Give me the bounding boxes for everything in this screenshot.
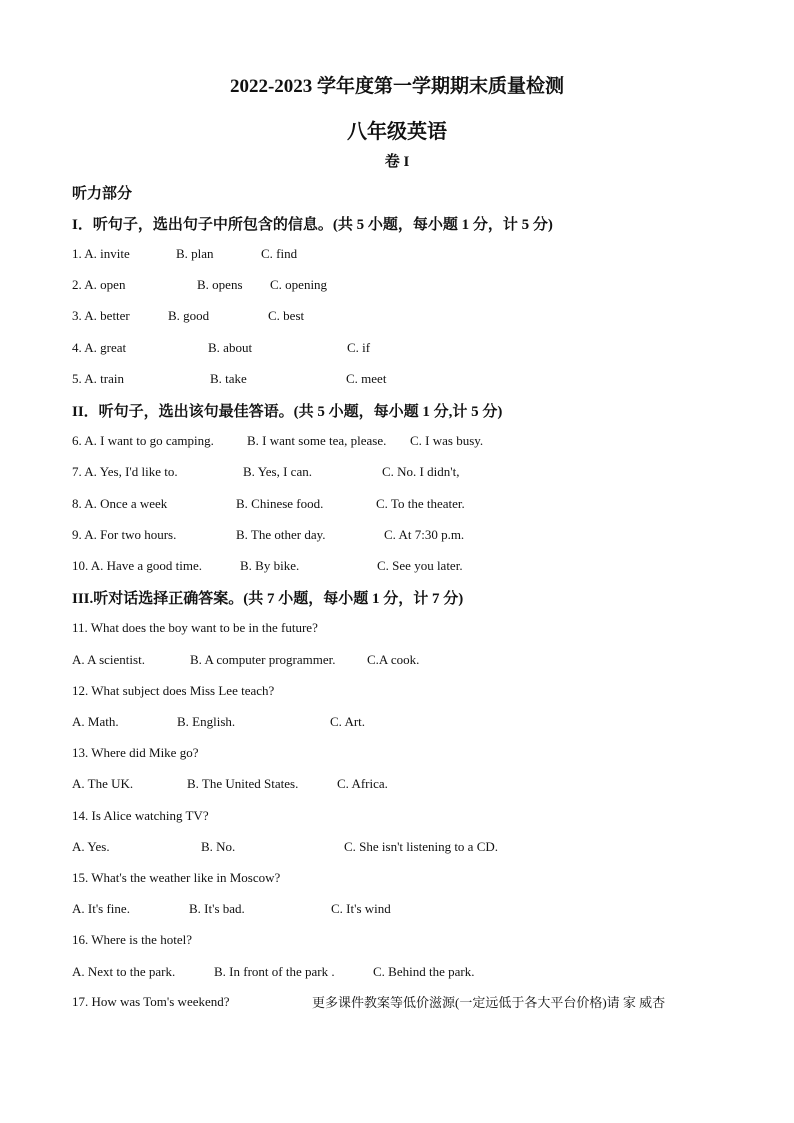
question-text: 13. Where did Mike go? [72, 745, 199, 760]
option-a: 1. A. invite [72, 246, 130, 261]
section-heading: II．听句子，选出该句最佳答语。(共 5 小题，每小题 1 分,计 5 分) [72, 404, 503, 420]
option-a: A. Math. [72, 714, 119, 729]
option-c: C. opening [270, 277, 328, 292]
option-b: B. The other day. [236, 527, 326, 542]
option-c: C. best [268, 308, 305, 323]
section-heading: I．听句子，选出句子中所包含的信息。(共 5 小题，每小题 1 分，计 5 分) [72, 217, 553, 233]
option-c: C. She isn't listening to a CD. [344, 839, 499, 854]
option-a: 5. A. train [72, 371, 124, 386]
option-b: B. By bike. [240, 558, 300, 573]
option-c: C. Africa. [337, 776, 388, 791]
option-b: B. A computer programmer. [190, 652, 336, 667]
option-c: C. find [261, 246, 298, 261]
option-b: B. In front of the park . [214, 964, 335, 979]
option-b: B. It's bad. [189, 901, 245, 916]
option-b: B. good [168, 308, 210, 323]
listening-label: 听力部分 [72, 186, 133, 202]
option-b: B. Yes, I can. [243, 464, 312, 479]
exam-title: 2022-2023 学年度第一学期期末质量检测 [229, 76, 565, 97]
option-c: C. I was busy. [410, 433, 484, 448]
option-b: B. Chinese food. [236, 496, 324, 511]
option-c: C. meet [346, 371, 387, 386]
option-c: C. Behind the park. [373, 964, 475, 979]
option-a: 7. A. Yes, I'd like to. [72, 464, 178, 479]
option-b: B. opens [197, 277, 243, 292]
option-c: C.A cook. [367, 652, 420, 667]
option-c: C. At 7:30 p.m. [384, 527, 465, 542]
exam-subtitle: 八年级英语 [347, 121, 447, 143]
option-a: 4. A. great [72, 340, 127, 355]
question-text: 15. What's the weather like in Moscow? [72, 870, 281, 885]
option-a: A. A scientist. [72, 652, 145, 667]
option-b: B. take [210, 371, 247, 386]
option-c: C. To the theater. [376, 496, 465, 511]
option-c: C. Art. [330, 714, 366, 729]
option-a: 6. A. I want to go camping. [72, 433, 214, 448]
option-a: A. The UK. [72, 776, 134, 791]
option-b: B. The United States. [187, 776, 299, 791]
option-b: B. I want some tea, please. [247, 433, 387, 448]
option-c: C. No. I didn't, [382, 464, 460, 479]
option-a: A. Next to the park. [72, 964, 176, 979]
question-text: 12. What subject does Miss Lee teach? [72, 683, 275, 698]
option-a: 10. A. Have a good time. [72, 558, 202, 573]
option-c: C. if [347, 340, 371, 355]
footer-note: 更多课件教案等低价滋源(一定远低于各大平台价格)请 家 威杏 [312, 995, 666, 1010]
option-a: 9. A. For two hours. [72, 527, 177, 542]
option-c: C. See you later. [377, 558, 463, 573]
question-text: 17. How was Tom's weekend? [72, 994, 230, 1009]
question-text: 16. Where is the hotel? [72, 932, 192, 947]
option-a: 3. A. better [72, 308, 130, 323]
option-a: A. It's fine. [72, 901, 130, 916]
option-b: B. about [208, 340, 253, 355]
option-c: C. It's wind [331, 901, 391, 916]
option-b: B. plan [176, 246, 214, 261]
option-a: 8. A. Once a week [72, 496, 168, 511]
volume-label: 卷 I [384, 154, 410, 170]
option-a: A. Yes. [72, 839, 110, 854]
option-a: 2. A. open [72, 277, 126, 292]
option-b: B. No. [201, 839, 236, 854]
question-text: 11. What does the boy want to be in the future? [72, 620, 318, 635]
option-b: B. English. [177, 714, 236, 729]
section-heading: III.听对话选择正确答案。(共 7 小题，每小题 1 分，计 7 分) [72, 591, 464, 607]
question-text: 14. Is Alice watching TV? [72, 808, 209, 823]
